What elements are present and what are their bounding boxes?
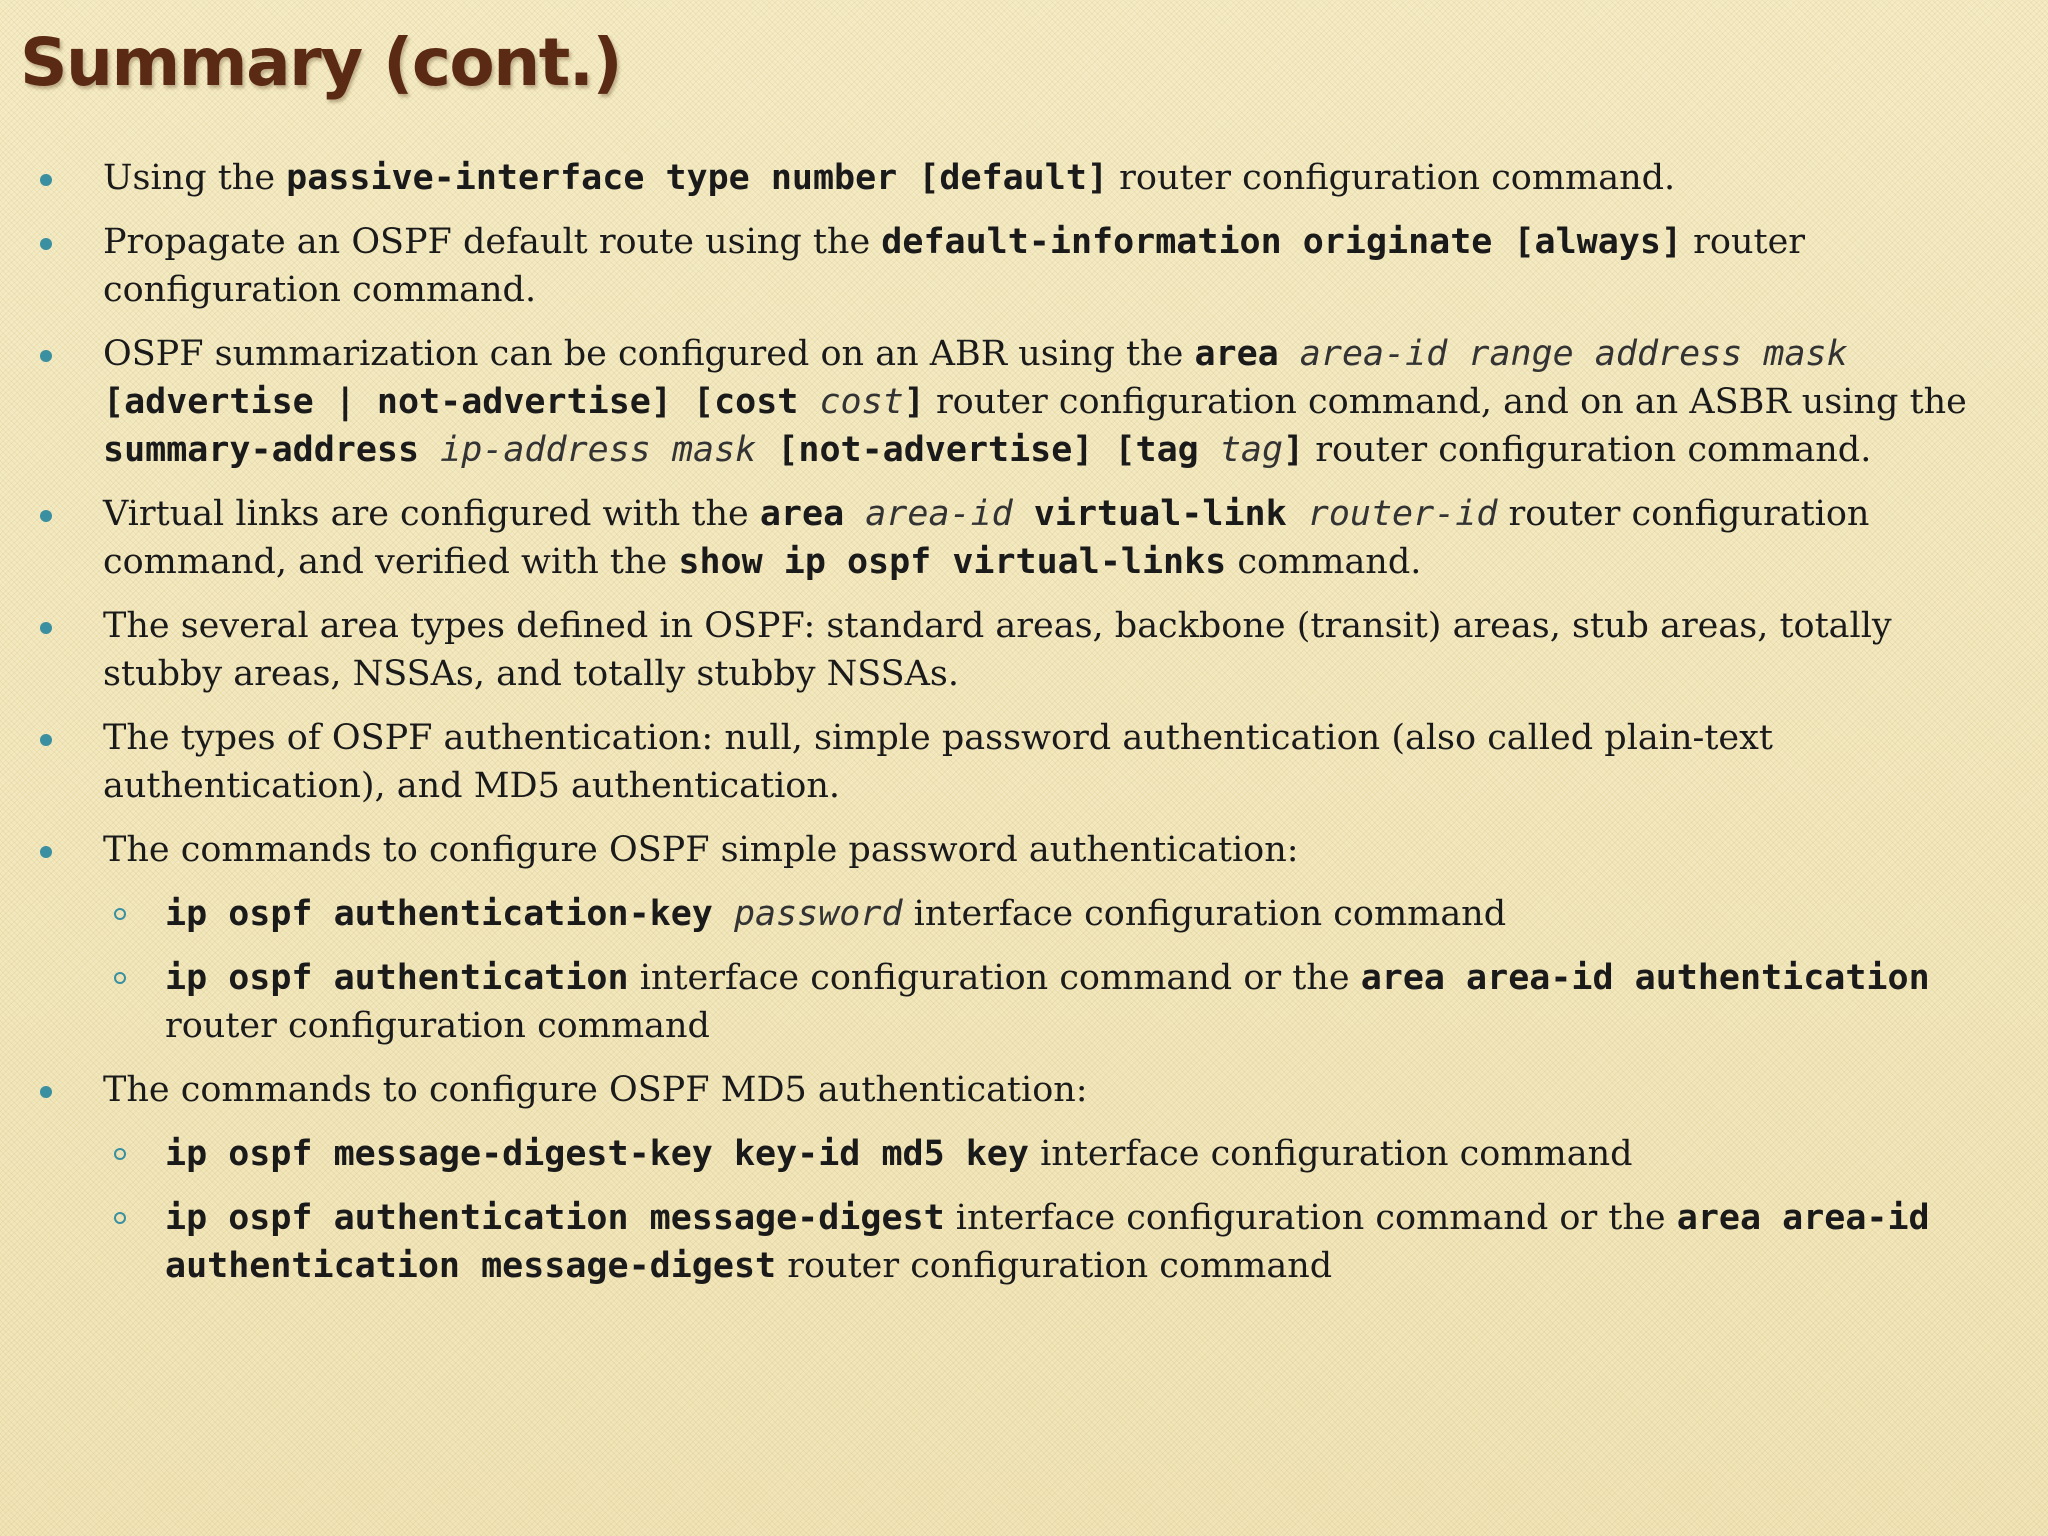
bullet-area-types	[103, 602, 1983, 698]
argument-text: area-id range address mask	[1278, 334, 1848, 374]
bullet-text: router configuration command	[165, 1006, 710, 1046]
bullet-text: router configuration command.	[1304, 430, 1872, 470]
command-text: ip ospf authentication-key	[165, 894, 713, 934]
bullet-default-route	[103, 218, 1983, 314]
command-text: passive-interface type number [default]	[286, 158, 1108, 198]
command-text: ]	[903, 382, 925, 422]
bullet-text: OSPF summarization can be configured on an ABR using the	[103, 334, 1195, 374]
sub-bullet-message-digest-key	[165, 1130, 1983, 1178]
command-text: [advertise | not-advertise] [cost	[103, 382, 799, 422]
slide-title: Summary (cont.)	[20, 24, 622, 101]
argument-text: cost	[798, 382, 904, 422]
bullet-text: Propagate an OSPF default route using the	[103, 222, 882, 262]
bullet-text: interface configuration command	[1028, 1134, 1633, 1174]
bullet-list	[103, 154, 1983, 1306]
argument-text: tag	[1198, 430, 1284, 470]
argument-text: router-id	[1286, 494, 1498, 534]
bullet-summarization	[103, 330, 1983, 474]
command-text: [not-advertise] [tag	[756, 430, 1199, 470]
bullet-virtual-links	[103, 490, 1983, 586]
bullet-text: The types of OSPF authentication: null, simple password authentication (also called plain-text authentication), and MD5 authentication.	[103, 718, 1773, 806]
bullet-text: The several area types defined in OSPF: standard areas, backbone (transit) areas, stub areas, totally stubby areas, NSSAs, and totally stubby NSSAs.	[103, 606, 1892, 694]
bullet-authentication-types	[103, 714, 1983, 810]
sub-bullet-authentication	[165, 954, 1983, 1050]
command-text: ip ospf message-digest-key key-id md5 key	[165, 1134, 1029, 1174]
command-text: summary-address	[103, 430, 420, 470]
bullet-text: router configuration command	[776, 1246, 1333, 1286]
bullet-simple-password	[103, 826, 1983, 874]
sub-bullet-authentication-key	[165, 890, 1983, 938]
bullet-text: router configuration command, and on an ASBR using the	[924, 382, 1967, 422]
bullet-text: command.	[1226, 542, 1422, 582]
bullet-text: The commands to configure OSPF simple password authentication:	[103, 830, 1299, 870]
command-text: area	[759, 494, 845, 534]
bullet-text: interface configuration command or the	[628, 958, 1361, 998]
argument-text: ip-address mask	[419, 430, 757, 470]
bullet-text: interface configuration command	[902, 894, 1507, 934]
bullet-text: The commands to configure OSPF MD5 authentication:	[103, 1070, 1088, 1110]
bullet-text: router configuration command.	[103, 222, 1806, 310]
command-text: ip ospf authentication message-digest	[165, 1198, 945, 1238]
argument-text: area-id	[844, 494, 1013, 534]
command-text: ]	[1283, 430, 1305, 470]
argument-text: password	[712, 894, 903, 934]
bullet-text: Using the	[103, 158, 287, 198]
command-text: ip ospf authentication	[165, 958, 629, 998]
command-text: virtual-link	[1012, 494, 1287, 534]
command-text: area area-id authentication message-digest	[165, 1198, 1930, 1286]
bullet-text: interface configuration command or the	[944, 1198, 1677, 1238]
command-text: show ip ospf virtual-links	[678, 542, 1227, 582]
bullet-text: router configuration command, and verified with the	[103, 494, 1870, 582]
command-text: default-information originate [always]	[881, 222, 1683, 262]
bullet-text: router configuration command.	[1107, 158, 1676, 198]
sub-bullet-message-digest	[165, 1194, 1983, 1290]
bullet-md5	[103, 1066, 1983, 1114]
command-text: area	[1194, 334, 1279, 374]
bullet-text: Virtual links are configured with the	[103, 494, 760, 534]
command-text: area area-id authentication	[1360, 958, 1930, 998]
bullet-passive-interface	[103, 154, 1983, 202]
